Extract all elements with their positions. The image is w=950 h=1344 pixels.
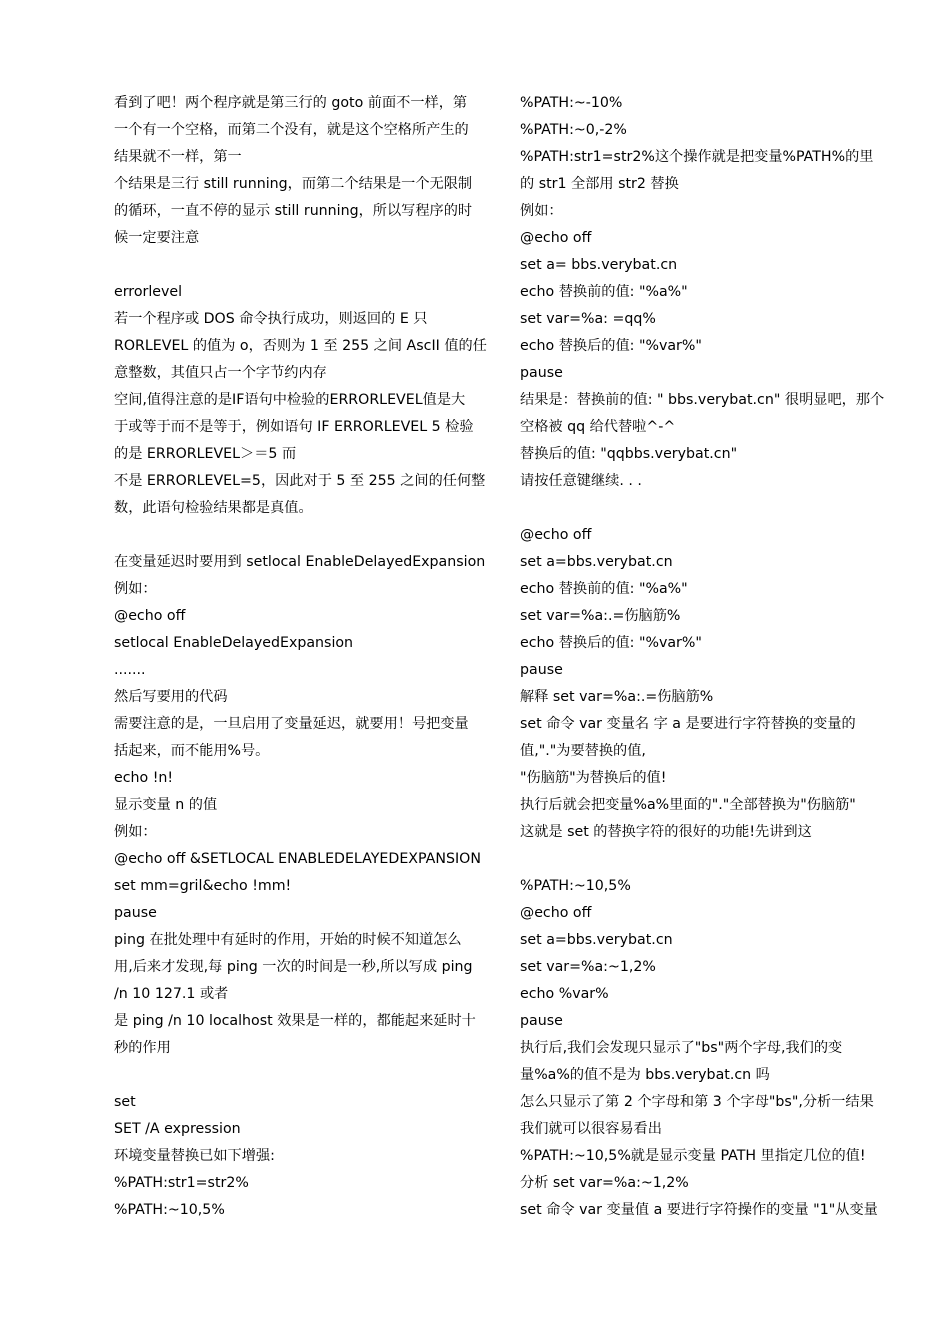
text-line: echo 替换后的值: "%var%" <box>520 635 702 651</box>
text-line: echo 替换前的值: "%a%" <box>520 581 688 597</box>
text-line: 空格被 qq 给代替啦^-^ <box>520 419 676 435</box>
text-line: "伤脑筋"为替换后的值! <box>520 770 667 786</box>
text-line: @echo off <box>520 905 592 921</box>
text-line: /n 10 127.1 或者 <box>114 986 229 1002</box>
text-line: set var=%a:.=伤脑筋% <box>520 608 681 624</box>
text-line: ....... <box>114 662 146 678</box>
text-line: 替换后的值: "qqbbs.verybat.cn" <box>520 446 738 462</box>
text-line: 需要注意的是，一旦启用了变量延迟，就要用！号把变量 <box>114 716 469 732</box>
text-line: 若一个程序或 DOS 命令执行成功，则返回的 E 只 <box>114 311 428 327</box>
text-line: 看到了吧！两个程序就是第三行的 goto 前面不一样，第 <box>114 95 468 111</box>
text-line <box>114 1062 494 1089</box>
text-line: %PATH:str1=str2%这个操作就是把变量%PATH%的里 <box>520 149 874 165</box>
text-line: %PATH:~10,5% <box>114 1202 225 1218</box>
text-line: 解释 set var=%a:.=伤脑筋% <box>520 689 714 705</box>
text-line: 的是 ERRORLEVEL＞＝5 而 <box>114 446 297 462</box>
text-line: 例如： <box>520 203 563 219</box>
text-line: 量%a%的值不是为 bbs.verybat.cn 吗 <box>520 1067 770 1083</box>
text-line: 然后写要用的代码 <box>114 689 228 705</box>
text-line <box>114 252 494 279</box>
text-line: 结果就不一样，第一 <box>114 149 242 165</box>
text-line: set a= bbs.verybat.cn <box>520 257 678 273</box>
text-line: set var=%a: =qq% <box>520 311 656 327</box>
text-line: pause <box>520 365 563 381</box>
text-line: @echo off <box>520 230 592 246</box>
text-line: 结果是：替换前的值: " bbs.verybat.cn" 很明显吧，那个 <box>520 392 885 408</box>
text-line: echo %var% <box>520 986 609 1002</box>
right-text-column <box>520 90 898 1224</box>
text-line: 执行后,我们会发现只显示了"bs"两个字母,我们的变 <box>520 1040 843 1056</box>
text-line: 请按任意键继续. . . <box>520 473 642 489</box>
text-line: 在变量延迟时要用到 setlocal EnableDelayedExpansion <box>114 554 486 570</box>
text-line <box>520 846 898 873</box>
text-line: 执行后就会把变量%a%里面的"."全部替换为"伤脑筋" <box>520 797 856 813</box>
text-line: 例如： <box>114 824 157 840</box>
text-line: pause <box>520 662 563 678</box>
text-line: set a=bbs.verybat.cn <box>520 932 673 948</box>
text-line: pause <box>114 905 157 921</box>
text-line: 括起来，而不能用%号。 <box>114 743 270 759</box>
text-line: 数，此语句检验结果都是真值。 <box>114 500 313 516</box>
text-line: @echo off <box>520 527 592 543</box>
left-text-column <box>114 90 494 1224</box>
text-line: 的循环，一直不停的显示 still running，所以写程序的时 <box>114 203 473 219</box>
text-line: 我们就可以很容易看出 <box>520 1121 662 1137</box>
text-line <box>114 522 494 549</box>
text-line: pause <box>520 1013 563 1029</box>
text-line: set mm=gril&echo !mm! <box>114 878 292 894</box>
text-line <box>520 495 898 522</box>
text-line: 的 str1 全部用 str2 替换 <box>520 176 679 192</box>
text-line: 显示变量 n 的值 <box>114 797 218 813</box>
text-line: 值,"."为要替换的值, <box>520 743 646 759</box>
text-line: @echo off <box>114 608 186 624</box>
text-line: 分析 set var=%a:~1,2% <box>520 1175 689 1191</box>
text-line: SET /A expression <box>114 1121 241 1137</box>
text-line: 环境变量替换已如下增强: <box>114 1148 275 1164</box>
text-line: 用,后来才发现,每 ping 一次的时间是一秒,所以写成 ping <box>114 959 473 975</box>
text-line: @echo off &SETLOCAL ENABLEDELAYEDEXPANSION <box>114 851 481 867</box>
text-line: 怎么只显示了第 2 个字母和第 3 个字母"bs",分析一结果 <box>520 1094 874 1110</box>
text-line: echo 替换后的值: "%var%" <box>520 338 702 354</box>
text-line: echo !n! <box>114 770 174 786</box>
text-line: echo 替换前的值: "%a%" <box>520 284 688 300</box>
text-line: 秒的作用 <box>114 1040 171 1056</box>
text-line: RORLEVEL 的值为 o，否则为 1 至 255 之间 AscII 值的任 <box>114 338 487 354</box>
text-line: %PATH:~10,5%就是显示变量 PATH 里指定几位的值! <box>520 1148 866 1164</box>
text-line: %PATH:~10,5% <box>520 878 631 894</box>
text-line: set 命令 var 变量值 a 要进行字符操作的变量 "1"从变量 <box>520 1202 878 1218</box>
text-line: 意整数，其值只占一个字节约内存 <box>114 365 327 381</box>
text-line: %PATH:~0,-2% <box>520 122 627 138</box>
text-line: set var=%a:~1,2% <box>520 959 656 975</box>
text-line: set a=bbs.verybat.cn <box>520 554 673 570</box>
text-line: setlocal EnableDelayedExpansion <box>114 635 354 651</box>
text-line: 这就是 set 的替换字符的很好的功能!先讲到这 <box>520 824 812 840</box>
text-line: 空间,值得注意的是IF语句中检验的ERRORLEVEL值是大 <box>114 392 466 408</box>
text-line: set <box>114 1094 136 1110</box>
text-line: 候一定要注意 <box>114 230 200 246</box>
text-line: 个结果是三行 still running，而第二个结果是一个无限制 <box>114 176 473 192</box>
text-line: 一个有一个空格，而第二个没有，就是这个空格所产生的 <box>114 122 469 138</box>
text-line: ping 在批处理中有延时的作用，开始的时候不知道怎么 <box>114 932 462 948</box>
text-line: %PATH:str1=str2% <box>114 1175 249 1191</box>
text-line: 于或等于而不是等于，例如语句 IF ERRORLEVEL 5 检验 <box>114 419 474 435</box>
text-line: 是 ping /n 10 localhost 效果是一样的，都能起来延时十 <box>114 1013 476 1029</box>
text-line: errorlevel <box>114 284 183 300</box>
text-line: 例如： <box>114 581 157 597</box>
text-line: set 命令 var 变量名 字 a 是要进行字符替换的变量的 <box>520 716 856 732</box>
text-line: 不是 ERRORLEVEL=5，因此对于 5 至 255 之间的任何整 <box>114 473 486 489</box>
text-line: %PATH:~-10% <box>520 95 623 111</box>
